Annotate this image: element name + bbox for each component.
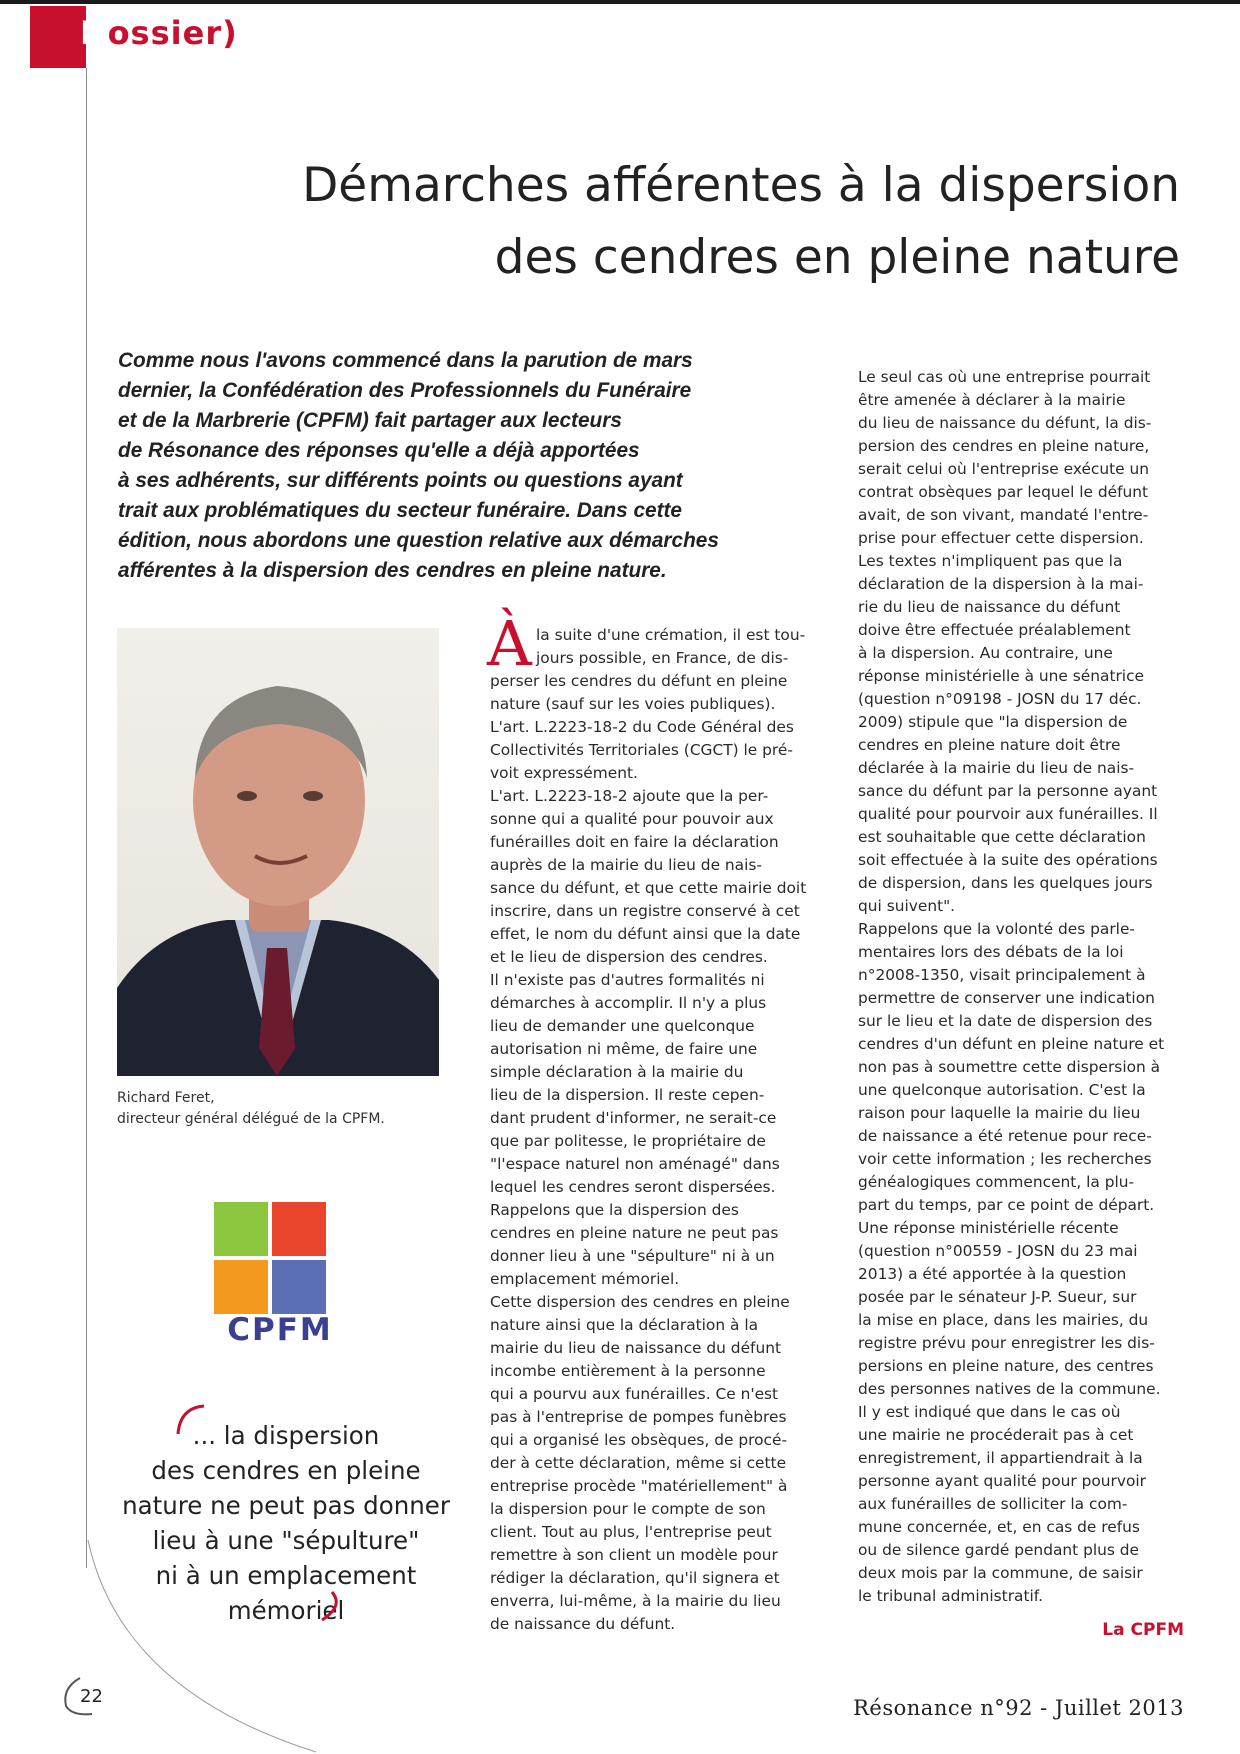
body-line: mairie du lieu de naissance du défunt	[490, 1339, 782, 1357]
body-column-3	[858, 366, 1184, 1608]
rubric-label	[80, 14, 238, 52]
body-line: enregistrement, il appartiendrait à la	[858, 1449, 1143, 1467]
caption-name: Richard Feret,	[117, 1090, 215, 1106]
body-line: funérailles doit en faire la déclaration	[490, 833, 779, 851]
body-line: sance du défunt par la personne ayant	[858, 782, 1158, 800]
body-line: cendres d'un défunt en pleine nature et	[858, 1035, 1165, 1053]
pull-quote-line: ni à un emplacement	[155, 1561, 417, 1590]
body-line: nature (sauf sur les voies publiques).	[490, 695, 776, 713]
body-line: perser les cendres du défunt en pleine	[490, 672, 788, 690]
body-line: est souhaitable que cette déclaration	[858, 828, 1146, 846]
body-line: être amenée à déclarer à la mairie	[858, 391, 1126, 409]
body-line: dant prudent d'informer, ne serait-ce	[490, 1109, 777, 1127]
decorative-swoosh	[80, 1540, 320, 1754]
body-line: "l'espace naturel non aménagé" dans	[490, 1155, 780, 1173]
body-line: effet, le nom du défunt ainsi que la date	[490, 925, 801, 943]
intro-paragraph	[118, 346, 818, 586]
body-line: qualité pour pourvoir aux funérailles. Il	[858, 805, 1158, 823]
body-line: démarches à accomplir. Il n'y a plus	[490, 994, 767, 1012]
body-line: la mise en place, dans les mairies, du	[858, 1311, 1149, 1329]
body-line: de naissance du défunt.	[490, 1615, 676, 1633]
body-line: déclaration de la dispersion à la mai-	[858, 575, 1144, 593]
body-line: généalogiques commencent, la plu-	[858, 1173, 1135, 1191]
body-line: Il y est indiqué que dans le cas où	[858, 1403, 1121, 1421]
body-line: sance du défunt, et que cette mairie doit	[490, 879, 807, 897]
body-line: la suite d'une crémation, il est tou-	[536, 626, 806, 644]
body-line: des personnes natives de la commune.	[858, 1380, 1161, 1398]
body-line: registre prévu pour enregistrer les dis-	[858, 1334, 1155, 1352]
body-line: mentaires lors des débats de la loi	[858, 943, 1124, 961]
body-line: enverra, lui-même, à la mairie du lieu	[490, 1592, 781, 1610]
top-rule	[0, 0, 1240, 4]
body-line: lequel les cendres seront dispersées.	[490, 1178, 776, 1196]
body-line: voir cette information ; les recherches	[858, 1150, 1152, 1168]
body-line: lieu de demander une quelconque	[490, 1017, 755, 1035]
body-line: de dispersion, dans les quelques jours	[858, 874, 1153, 892]
pull-quote-line: ... la dispersion	[192, 1421, 380, 1450]
pull-quote-line: mémoriel	[227, 1596, 345, 1625]
body-line: de naissance a été retenue pour rece-	[858, 1127, 1152, 1145]
body-line: à la dispersion. Au contraire, une	[858, 644, 1113, 662]
body-line: part du temps, par ce point de départ.	[858, 1196, 1155, 1214]
intro-line: afférentes à la dispersion des cendres en pleine nature.	[118, 559, 667, 582]
body-line: deux mois par la commune, de saisir	[858, 1564, 1143, 1582]
body-line: persion des cendres en pleine nature,	[858, 437, 1150, 455]
intro-line: dernier, la Confédération des Professionnels du Funéraire	[118, 379, 692, 402]
body-line: auprès de la mairie du lieu de nais-	[490, 856, 762, 874]
body-line: serait celui où l'entreprise exécute un	[858, 460, 1150, 478]
body-line: cendres en pleine nature ne peut pas	[490, 1224, 779, 1242]
body-line: rédiger la déclaration, qu'il signera et	[490, 1569, 780, 1587]
body-line: aux funérailles de solliciter la com-	[858, 1495, 1128, 1513]
body-line: persions en pleine nature, des centres	[858, 1357, 1154, 1375]
body-line: der à cette déclaration, même si cette	[490, 1454, 787, 1472]
body-line: n°2008-1350, visait principalement à	[858, 966, 1146, 984]
publication-footer: Résonance n°92 - Juillet 2013	[853, 1696, 1184, 1720]
portrait-illustration	[117, 628, 439, 1076]
body-line: une mairie ne procéderait pas à cet	[858, 1426, 1134, 1444]
intro-line: édition, nous abordons une question relative aux démarches	[118, 529, 719, 552]
body-line: (question n°00559 - JOSN du 23 mai	[858, 1242, 1138, 1260]
page-number: 22	[80, 1686, 103, 1707]
caption-role: directeur général délégué de la CPFM.	[117, 1111, 385, 1127]
body-line: personne ayant qualité pour pourvoir	[858, 1472, 1146, 1490]
body-line: permettre de conserver une indication	[858, 989, 1155, 1007]
intro-line: de Résonance des réponses qu'elle a déjà apportées	[118, 439, 640, 462]
body-line: simple déclaration à la mairie du	[490, 1063, 744, 1081]
logo-square-orange	[214, 1260, 268, 1314]
body-line: L'art. L.2223-18-2 du Code Général des	[490, 718, 794, 736]
body-line: ou de silence gardé pendant plus de	[858, 1541, 1140, 1559]
article-title	[180, 150, 1180, 294]
rubric-label-first: D	[80, 14, 108, 52]
rubric-tab	[30, 6, 86, 68]
quote-close-icon	[318, 1590, 348, 1624]
body-line: 2009) stipule que "la dispersion de	[858, 713, 1128, 731]
body-line: inscrire, dans un registre conservé à cet	[490, 902, 800, 920]
portrait-photo	[117, 628, 439, 1076]
body-line: Les textes n'impliquent pas que la	[858, 552, 1123, 570]
body-line: qui a pourvu aux funérailles. Ce n'est	[490, 1385, 779, 1403]
intro-line: à ses adhérents, sur différents points ou questions ayant	[118, 469, 683, 492]
body-line: nature ainsi que la déclaration à la	[490, 1316, 759, 1334]
pull-quote-line: nature ne peut pas donner	[122, 1491, 450, 1520]
body-line: Il n'existe pas d'autres formalités ni	[490, 971, 765, 989]
body-line: et le lieu de dispersion des cendres.	[490, 948, 768, 966]
body-line: voit expressément.	[490, 764, 638, 782]
body-line: Une réponse ministérielle récente	[858, 1219, 1119, 1237]
body-line: prise pour effectuer cette dispersion.	[858, 529, 1144, 547]
logo-wordmark: CPFM	[227, 1312, 333, 1348]
body-line: soit effectuée à la suite des opérations	[858, 851, 1158, 869]
body-line: mune concernée, et, en cas de refus	[858, 1518, 1140, 1536]
body-line: donner lieu à une "sépulture" ni à un	[490, 1247, 775, 1265]
pull-quote-line: des cendres en pleine	[151, 1456, 421, 1485]
body-line: raison pour laquelle la mairie du lieu	[858, 1104, 1141, 1122]
body-line: réponse ministérielle à une sénatrice	[858, 667, 1145, 685]
body-line: sur le lieu et la date de dispersion des	[858, 1012, 1153, 1030]
intro-line: trait aux problématiques du secteur funéraire. Dans cette	[118, 499, 682, 522]
logo-square-blue	[272, 1260, 326, 1314]
rubric-label-rest: ossier)	[107, 14, 238, 52]
body-line: contrat obsèques par lequel le défunt	[858, 483, 1149, 501]
body-line: que par politesse, le propriétaire de	[490, 1132, 766, 1150]
title-line-1: Démarches afférentes à la dispersion	[302, 158, 1180, 213]
body-line: posée par le sénateur J-P. Sueur, sur	[858, 1288, 1137, 1306]
body-line: L'art. L.2223-18-2 ajoute que la per-	[490, 787, 769, 805]
body-line: du lieu de naissance du défunt, la dis-	[858, 414, 1152, 432]
title-line-2: des cendres en pleine nature	[494, 230, 1180, 285]
body-line: Rappelons que la volonté des parle-	[858, 920, 1135, 938]
body-line: remettre à son client un modèle pour	[490, 1546, 778, 1564]
body-line: pas à l'entreprise de pompes funèbres	[490, 1408, 787, 1426]
body-line: jours possible, en France, de dis-	[536, 649, 789, 667]
body-line: client. Tout au plus, l'entreprise peut	[490, 1523, 772, 1541]
body-line: Le seul cas où une entreprise pourrait	[858, 368, 1151, 386]
pull-quote-line: lieu à une "sépulture"	[152, 1526, 420, 1555]
body-line: déclarée à la mairie du lieu de nais-	[858, 759, 1135, 777]
logo-square-red	[272, 1202, 326, 1256]
body-line: sonne qui a qualité pour pouvoir aux	[490, 810, 774, 828]
article-signature: La CPFM	[1102, 1620, 1184, 1640]
cpfm-logo	[214, 1202, 346, 1348]
body-line: doive être effectuée préalablement	[858, 621, 1131, 639]
body-line: 2013) a été apportée à la question	[858, 1265, 1127, 1283]
body-line: une quelconque autorisation. C'est la	[858, 1081, 1146, 1099]
body-line: la dispersion pour le compte de son	[490, 1500, 766, 1518]
body-line: avait, de son vivant, mandaté l'entre-	[858, 506, 1149, 524]
body-column-2	[490, 624, 812, 1636]
body-line: cendres en pleine nature doit être	[858, 736, 1121, 754]
body-line: (question n°09198 - JOSN du 17 déc.	[858, 690, 1142, 708]
body-line: non pas à soumettre cette dispersion à	[858, 1058, 1161, 1076]
body-line: autorisation ni même, de faire une	[490, 1040, 758, 1058]
body-line: le tribunal administratif.	[858, 1587, 1043, 1605]
body-line: qui a organisé les obsèques, de procé-	[490, 1431, 788, 1449]
body-line: Cette dispersion des cendres en pleine	[490, 1293, 790, 1311]
body-line: Collectivités Territoriales (CGCT) le pré-	[490, 741, 793, 759]
body-line: Rappelons que la dispersion des	[490, 1201, 739, 1219]
body-line: entreprise procède "matériellement" à	[490, 1477, 788, 1495]
intro-line: et de la Marbrerie (CPFM) fait partager aux lecteurs	[118, 409, 622, 432]
photo-caption	[117, 1088, 447, 1130]
drop-cap: À	[487, 607, 532, 680]
body-line: emplacement mémoriel.	[490, 1270, 680, 1288]
logo-square-green	[214, 1202, 268, 1256]
body-line: incombe entièrement à la personne	[490, 1362, 766, 1380]
intro-line: Comme nous l'avons commencé dans la parution de mars	[118, 349, 693, 372]
body-line: lieu de la dispersion. Il reste cepen-	[490, 1086, 765, 1104]
body-line: qui suivent".	[858, 897, 956, 915]
body-line: rie du lieu de naissance du défunt	[858, 598, 1121, 616]
margin-rule	[86, 68, 87, 1568]
